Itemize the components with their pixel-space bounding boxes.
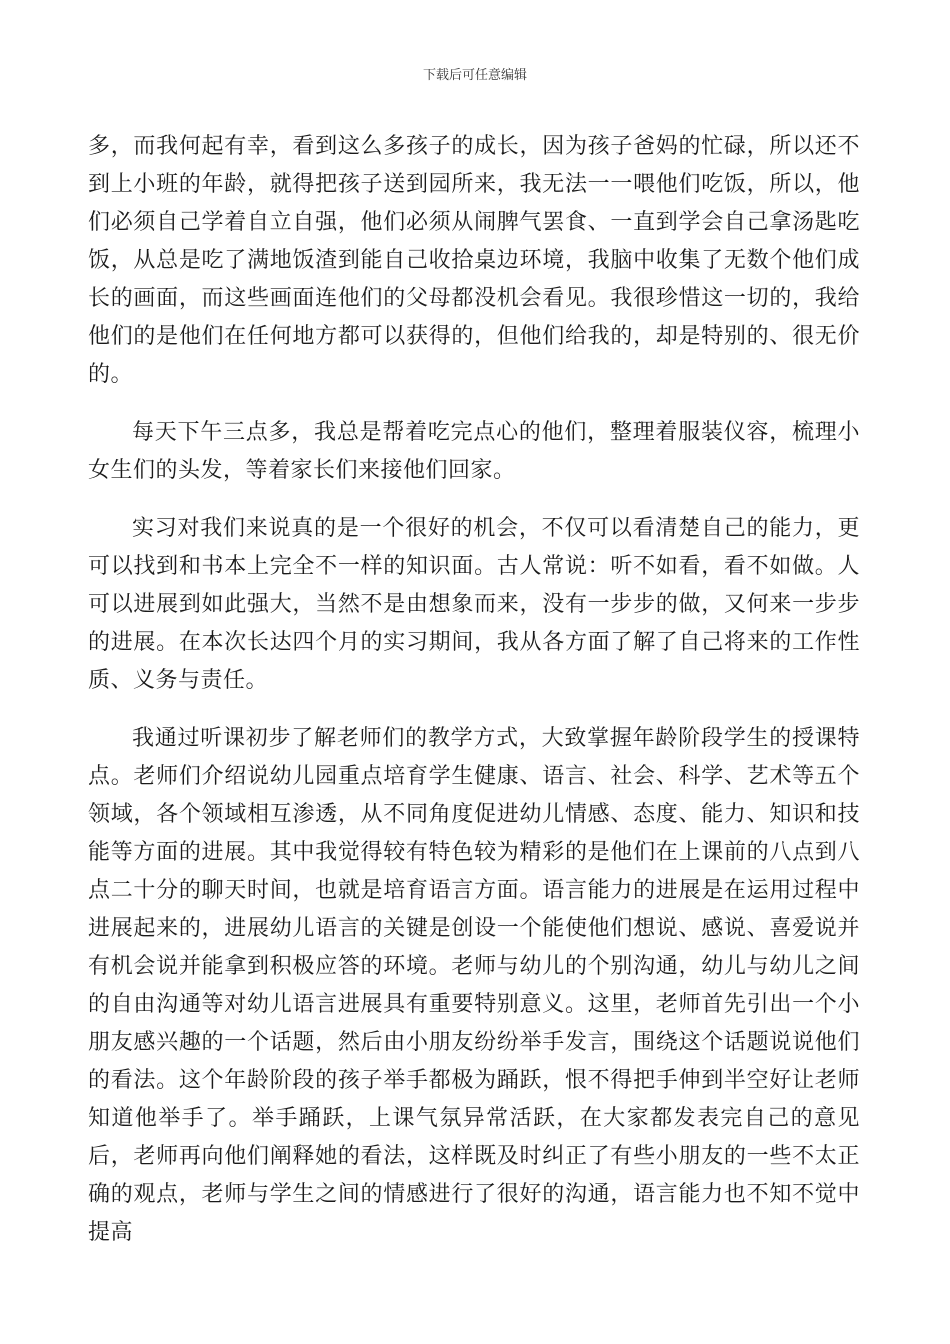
page-header: 下载后可任意编辑 bbox=[422, 68, 527, 83]
paragraph-teaching-methods: 我通过听课初步了解老师们的教学方式，大致掌握年龄阶段学生的授课特点。老师们介绍说幼儿园重点培育学生健康、语言、社会、科学、艺术等五个领域，各个领域相互渗透，从不同角度促进幼儿情感、态度、能力、知识和技能等方面的进展。其中我觉得较有特色较为精彩的是他们在上课前的八点到八点二十分的聊天时间，也就是培育语言方面。语言能力的进展是在运用过程中进展起来的，进展幼儿语言的关键是创设一个能使他们想说、感说、喜爱说并有机会说并能拿到积极应答的环境。老师与幼儿的个别沟通，幼儿与幼儿之间的自由沟通等对幼儿语言进展具有重要特别意义。这里，老师首先引出一个小朋友感兴趣的一个话题，然后由小朋友纷纷举手发言，围绕这个话题说说他们的看法。这个年龄阶段的孩子举手都极为踊跃，恨不得把手伸到半空好让老师知道他举手了。举手踊跃，上课气氛异常活跃，在大家都发表完自己的意见后，老师再向他们阐释她的看法，这样既及时纠正了有些小朋友的一些不太正确的观点，老师与学生之间的情感进行了很好的沟通，语言能力也不知不觉中提高 bbox=[88, 726, 860, 1245]
paragraph-internship-value: 实习对我们来说真的是一个很好的机会，不仅可以看清楚自己的能力，更可以找到和书本上完全不一样的知识面。古人常说：听不如看，看不如做。人可以进展到如此强大，当然不是由想象而来，没有一步步的做，又何来一步步的进展。在本次长达四个月的实习期间，我从各方面了解了自己将来的工作性质、义务与责任。 bbox=[88, 516, 860, 693]
paragraph-afternoon-routine: 每天下午三点多，我总是帮着吃完点心的他们，整理着服装仪容，梳理小女生们的头发，等着家长们来接他们回家。 bbox=[88, 420, 860, 483]
document-body bbox=[88, 128, 860, 1272]
paragraph-continuation: 多，而我何起有幸，看到这么多孩子的成长，因为孩子爸妈的忙碌，所以还不到上小班的年龄，就得把孩子送到园所来，我无法一一喂他们吃饭，所以，他们必须自己学着自立自强，他们必须从闹脾气罢食、一直到学会自己拿汤匙吃饭，从总是吃了满地饭渣到能自己收拾桌边环境，我脑中收集了无数个他们成长的画面，而这些画面连他们的父母都没机会看见。我很珍惜这一切的，我给他们的是他们在任何地方都可以获得的，但他们给我的，却是特别的、很无价的。 bbox=[88, 134, 860, 387]
